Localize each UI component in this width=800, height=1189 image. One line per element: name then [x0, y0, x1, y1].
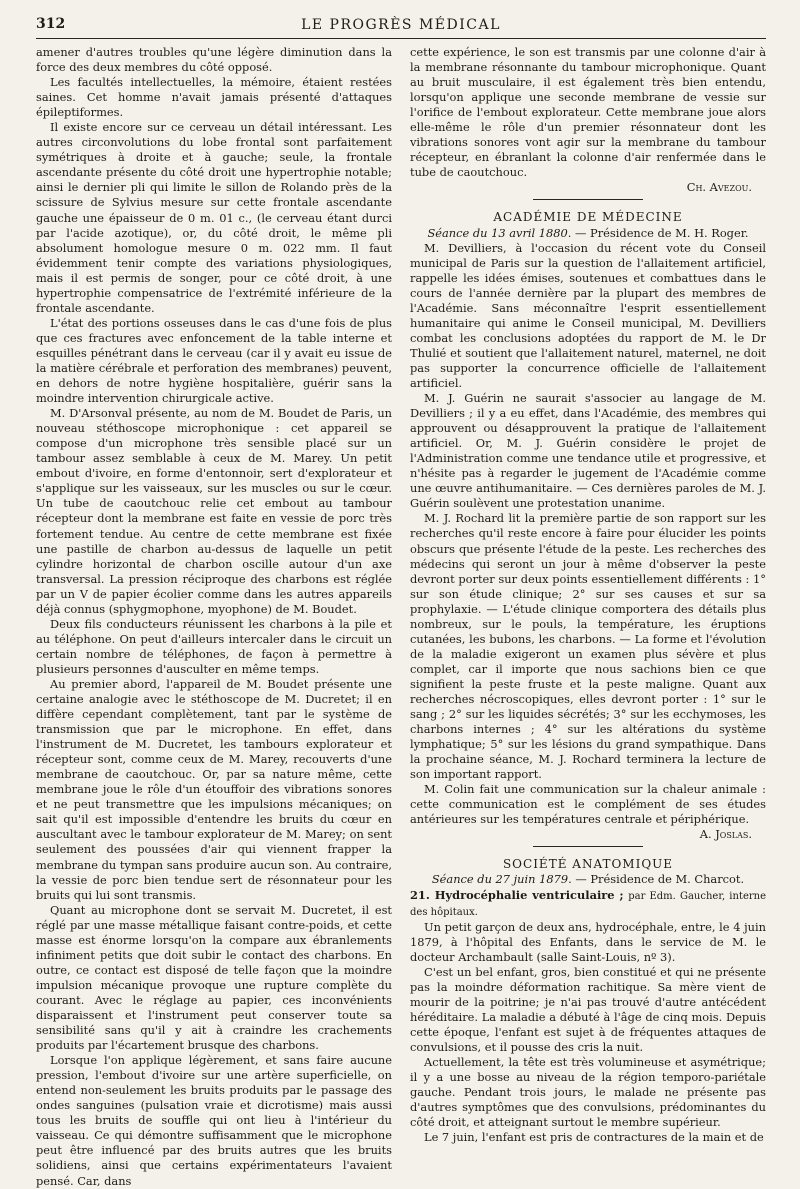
paragraph: M. J. Guérin ne saurait s'associer au langage de M. Devilliers ; il y a eu effet, dans l'Académie, des membres qui approuvent ou désapprouvent la pratique de l'allaitement artificiel. Or, M. J. Guérin considère le projet de l'Administration comme une tendance utile et progressive, et n'hésite pas à regarder le jugement de l'Académie comme une œuvre antihumanitaire. — Ces dernières paroles de M. J. Guérin soulèvent une protestation unanime. — [410, 391, 766, 511]
paragraph: Un petit garçon de deux ans, hydrocéphale, entre, le 4 juin 1879, à l'hôpital des Enfants, dans le service de M. le docteur Archambault (salle Saint-Louis, nº 3). — [410, 919, 766, 964]
paragraph: M. Colin fait une communication sur la chaleur animale : cette communication est le complément de ses études antérieures sur les températures centrale et périphérique. — [410, 782, 766, 827]
sitting-date: Séance du 27 juin 1879. — [431, 872, 572, 887]
sitting-president: — Présidence de M. H. Roger. — [575, 225, 749, 240]
paragraph: Au premier abord, l'appareil de M. Boudet présente une certaine analogie avec le stéthoscope de M. Ducretet; il en diffère cependant complètement, tant par le système de transmission que par le microphone. En effet, dans l'instrument de M. Ducretet, les tambours explorateur et récepteur sont, comme ceux de M. Marey, recouverts d'une membrane de caoutchouc. Or, par sa nature même, cette membrane joue le rôle d'un étouffoir des vibrations sonores et ne peut transmettre que les impulsions mécaniques; on sait qu'il est impossible d'entendre les bruits du cœur en auscultant avec le tambour explorateur de M. Marey; on sent seulement des poussées d'air qui viennent frapper la membrane du tympan sans produire aucun son. Au contraire, la vessie de porc bien tendue sert de résonnateur pour les bruits qui lui sont transmis. — [36, 676, 392, 902]
sitting-line — [410, 872, 766, 887]
paragraph: cette expérience, le son est transmis par une colonne d'air à la membrane résonnante du tambour microphonique. Quant au bruit musculaire, il est également très bien entendu, lorsqu'on applique une seconde membrane de vessie sur l'orifice de l'embout explorateur. Cette membrane joue alors elle-même le rôle d'un premier résonnateur dont les vibrations sonores vont agir sur la membrane du tambour récepteur, en ébranlant la colonne d'air renfermée dans le tube de caoutchouc. — [410, 45, 766, 180]
page-number: 312 — [36, 16, 66, 32]
paragraph: Les facultés intellectuelles, la mémoire, étaient restées saines. Cet homme n'avait jamais présenté d'attaques épileptiformes. — [36, 75, 392, 120]
paragraph: Actuellement, la tête est très volumineuse et asymétrique; il y a une bosse au niveau de la région temporo-pariétale gauche. Pendant trois jours, le malade ne présente pas d'autres symptômes que des convulsions, prédominantes du côté droit, et atteignant surtout le membre supérieur. — [410, 1055, 766, 1130]
right-column — [410, 45, 767, 1145]
two-column-body — [36, 45, 767, 1188]
section-title: SOCIÉTÉ ANATOMIQUE — [502, 857, 674, 872]
sitting-date: Séance du 13 avril 1880. — [427, 225, 572, 240]
paragraph: amener d'autres troubles qu'une légère diminution dans la force des deux membres du côté opposé. — [36, 45, 392, 75]
paragraph: Deux fils conducteurs réunissent les charbons à la pile et au téléphone. On peut d'ailleurs intercaler dans le circuit un certain nombre de téléphones, de façon à permettre à plusieurs personnes d'ausculter en même temps. — [36, 616, 392, 676]
case-heading — [410, 888, 766, 920]
paragraph: Le 7 juin, l'enfant est pris de contractures de la main et de — [424, 1130, 764, 1145]
section-divider — [533, 846, 643, 847]
case-author: par Edm. Gaucher, interne des hôpitaux. — [410, 890, 767, 918]
case-title: 21. Hydrocéphalie ventriculaire ; — [410, 887, 624, 902]
paragraph: M. D'Arsonval présente, au nom de M. Boudet de Paris, un nouveau stéthoscope microphonique : cet appareil se compose d'un microphone très sensible placé sur un tambour assez semblable à ceux de M. Marey. Un petit embout d'ivoire, en forme d'entonnoir, sert d'explorateur et s'applique sur les vaisseaux, sur les muscles ou sur le cœur. Un tube de caoutchouc relie cet embout au tambour récepteur dont la membrane est faite en vessie de porc très fortement tendue. Au centre de cette membrane est fixée une pastille de charbon au-dessus de laquelle un petit cylindre horizontal de charbon oscille autour d'un axe transversal. La pression réciproque des charbons est réglée par un V de papier écolier comme dans les autres appareils déjà connus (sphygmophone, myophone) de M. Boudet. — [36, 406, 392, 616]
paragraph: C'est un bel enfant, gros, bien constitué et qui ne présente pas la moindre déformation rachitique. Sa mère vient de mourir de la poitrine; je n'ai pas trouvé d'autre antécédent héréditaire. La maladie a débuté à l'âge de cinq mois. Depuis cette époque, l'enfant est sujet à de fréquentes attaques de convulsions, et il pousse des cris la nuit. — [410, 964, 766, 1054]
left-column — [36, 45, 392, 1188]
paragraph: L'état des portions osseuses dans le cas d'une fois de plus que ces fractures avec enfoncement de la table interne et esquilles pénétrant dans le cerveau (car il y avait eu issue de la matière cérébrale et perforation des membranes) peuvent, en dehors de notre hygiène hospitalière, guérir sans la moindre intervention chirurgicale active. — [36, 315, 392, 406]
author-signature: A. Joslas. — [699, 827, 752, 842]
sitting-president: — Présidence de M. Charcot. — [575, 872, 745, 887]
section-title: ACADÉMIE DE MÉDECINE — [493, 210, 683, 225]
paragraph: Quant au microphone dont se servait M. Ducretet, il est réglé par une masse métallique faisant contre-poids, et cette masse est énorme lorsqu'on la compare aux ébranlements infiniment petits que doit subir le contact des charbons. En outre, ce contact est disposé de telle façon que la moindre impulsion mécanique provoque une rupture complète du courant. Avec le réglage au papier, ces inconvénients disparaissent et l'instrument peut conserver toute sa sensibilité sans qu'il y ait à craindre les crachements produits par l'écartement brusque des charbons. — [36, 902, 392, 1053]
page-header — [36, 12, 766, 39]
paragraph: Il existe encore sur ce cerveau un détail intéressant. Les autres circonvolutions du lobe frontal sont parfaitement symétriques à droite et à gauche; seule, la frontale ascendante présente du côté droit une hypertrophie notable; ainsi le dernier pli qui limite le sillon de Rolando près de la scissure de Sylvius mesure sur cette frontale ascendante gauche une épaisseur de 0 m. 01 c., (le cerveau étant durci par l'acide azotique), or, du côté droit, le même pli absolument homologue mesure 0 m. 022 mm. Il faut évidemment tenir compte des variations physiologiques, mais il est permis de songer, pour ce côté droit, à une hypertrophie compensatrice de l'extrémité inférieure de la frontale ascendante. — [36, 120, 392, 315]
paragraph: M. Devilliers, à l'occasion du récent vote du Conseil municipal de Paris sur la question de l'allaitement artificiel, rappelle les idées émises, soutenues et combattues dans le cours de l'année dernière par la plupart des membres de l'Académie. Sans méconnaître l'esprit essentiellement humanitaire qui anime le Conseil municipal, M. Devilliers combat les conclusions adoptées du rapport de M. le Dr Thulié et soutient que l'allaitement naturel, maternel, ne doit pas supporter la concurrence officielle de l'allaitement artificiel. — [410, 240, 766, 390]
paragraph: M. J. Rochard lit la première partie de son rapport sur les recherches qu'il reste encore à faire pour élucider les points obscurs que présente l'étude de la peste. Les recherches des médecins qui seront un jour à même d'observer la peste devront porter sur deux points essentiellement différents : 1° sur son étude clinique; 2° sur ses causes et sur sa prophylaxie. — L'étude clinique comportera des détails plus nombreux, sur le pouls, la température, les éruptions cutanées, les bubons, les charbons. — La forme et l'évolution de la maladie exigeront un examen plus sévère et plus complet, car il importe que nous sachions bien ce que signifient la peste fruste et la peste maligne. Quant aux recherches nécroscopiques, elles devront porter : 1° sur le sang ; 2° sur les liquides sécrétés; 3° sur les ecchymoses, les charbons internes ; 4° sur les altérations du système lymphatique; 5° sur les lésions du grand sympathique. Dans la prochaine séance, M. J. Rochard terminera la lecture de son important rapport. — [410, 511, 766, 782]
author-signature: Ch. Avezou. — [686, 180, 752, 195]
journal-title: LE PROGRÈS MÉDICAL — [301, 17, 501, 33]
section-divider — [533, 199, 643, 200]
paragraph: Lorsque l'on applique légèrement, et sans faire aucune pression, l'embout d'ivoire sur une artère superficielle, on entend non-seulement les bruits produits par le passage des ondes sanguines (pulsation vraie et dicrotisme) mais aussi tous les bruits de souffle qui ont lieu à l'intérieur du vaisseau. Ce qui démontre suffisamment que le microphone peut être influencé par des bruits autres que les bruits solidiens, ainsi que certains expérimentateurs l'avaient pensé. Car, dans — [36, 1053, 392, 1188]
sitting-line — [410, 226, 766, 241]
